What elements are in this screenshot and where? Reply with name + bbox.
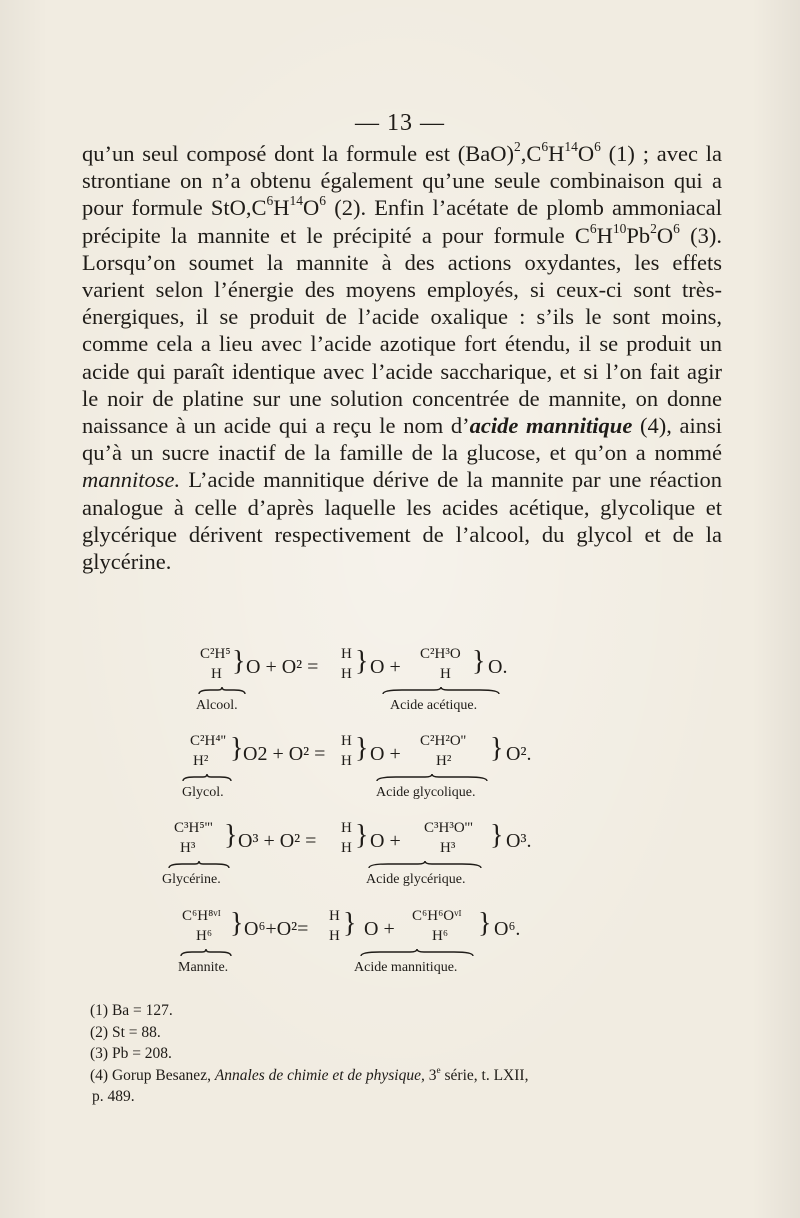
equation-mannite: [0, 902, 800, 982]
formula-top: C²H²O'': [420, 733, 467, 749]
paragraph-text: [82, 140, 722, 575]
superscript: e: [436, 1065, 441, 1076]
compound-label: Glycol.: [182, 785, 224, 800]
formula-bottom: H: [341, 753, 352, 769]
formula-top: H: [329, 908, 340, 924]
underbrace-icon: [368, 860, 482, 870]
compound-label: Acide glycérique.: [366, 872, 466, 887]
formula-top: H: [341, 733, 352, 749]
formula-bottom: H³: [180, 840, 196, 856]
text-run: H: [548, 141, 565, 166]
formula-bottom: H: [341, 840, 352, 856]
formula-top: C²H⁵: [200, 646, 231, 662]
text-run: (4) Gorup Besanez,: [90, 1066, 215, 1084]
formula-top: H: [341, 820, 352, 836]
equation-operator: O + O² =: [246, 656, 319, 678]
footnote-4: [90, 1065, 730, 1087]
equation-operator: O +: [364, 918, 395, 940]
equation-operator: O³.: [506, 830, 532, 852]
superscript: 2: [513, 138, 521, 154]
footnote-1: (1) Ba = 127.: [90, 1002, 173, 1019]
compound-label: Glycérine.: [162, 872, 221, 887]
superscript: 14: [564, 138, 578, 154]
formula-top: C³H³O''': [424, 820, 473, 836]
text-run: (1) ; avec la strontiane on n’a obtenu également qu’une seule combinaison qui a pour formule StO,C: [82, 141, 722, 221]
equation-operator: O⁶.: [494, 918, 521, 940]
equation-operator: O².: [506, 743, 532, 765]
brace-right: }: [478, 908, 492, 939]
compound-label: Alcool.: [196, 698, 238, 713]
formula-bottom: H: [211, 666, 222, 682]
text-run: L’acide mannitique dérive de la mannite par une réaction analogue à celle d’après laquelle les acides acétique, glycolique et glycérique dérivent respectivement de l’alcool, du glycol et de la glycérine.: [82, 467, 722, 575]
equation-glycerine: [0, 814, 800, 894]
page-number: — 13 —: [355, 110, 445, 136]
compound-label: Acide acétique.: [390, 698, 478, 713]
brace-right: }: [230, 908, 244, 939]
main-paragraph: [82, 140, 722, 575]
equation-glycol: [0, 727, 800, 807]
superscript: 6: [541, 138, 549, 154]
compound-label: Acide glycolique.: [376, 785, 476, 800]
superscript: 14: [289, 193, 304, 209]
text-run: ,C: [520, 141, 542, 166]
superscript: 6: [594, 138, 601, 154]
equation-operator: O +: [370, 830, 401, 852]
brace-right: }: [490, 820, 504, 851]
compound-label: Acide mannitique.: [354, 960, 458, 975]
superscript: 6: [589, 220, 597, 236]
text-run: (4), ainsi qu’à un sucre inactif de la famille de la glucose, et qu’on a nommé: [82, 413, 723, 466]
superscript: 6: [266, 193, 274, 209]
equation-operator: O2 + O² =: [243, 743, 326, 765]
formula-bottom: H⁶: [432, 928, 449, 944]
equation-operator: O⁶+O²=: [244, 918, 309, 940]
footnote-3: (3) Pb = 208.: [90, 1045, 172, 1062]
underbrace-icon: [168, 860, 230, 870]
underbrace-icon: [182, 773, 232, 783]
underbrace-icon: [198, 686, 246, 696]
brace-right: }: [355, 820, 369, 851]
equation-operator: O.: [488, 656, 508, 678]
formula-bottom: H⁶: [196, 928, 213, 944]
formula-top: H: [341, 646, 352, 662]
brace-right: }: [472, 646, 486, 677]
formula-bottom: H²: [193, 753, 209, 769]
text-run: O: [656, 222, 674, 248]
text-run: H: [273, 195, 290, 221]
equation-operator: O +: [370, 656, 401, 678]
superscript: 2: [650, 220, 657, 236]
formula-top: C⁶H⁶Oᵛᴵ: [412, 908, 462, 924]
text-run: O: [303, 195, 320, 221]
equation-alcohol: [0, 640, 800, 720]
superscript: 6: [319, 193, 327, 209]
formula-bottom: H: [440, 666, 451, 682]
equation-operator: O³ + O² =: [238, 830, 317, 852]
superscript: 10: [612, 220, 627, 236]
text-run: 3: [424, 1066, 437, 1084]
underbrace-icon: [180, 948, 232, 958]
underbrace-icon: [360, 948, 474, 958]
italic-term: mannitose.: [82, 467, 181, 493]
text-run: H: [596, 222, 613, 248]
italic-term: acide mannitique: [469, 413, 633, 439]
footnotes: [90, 1000, 730, 1108]
formula-top: C³H⁵''': [174, 820, 213, 836]
superscript: 6: [673, 220, 680, 236]
formula-top: C²H³O: [420, 646, 461, 662]
footnote-4-continued: p. 489.: [92, 1088, 135, 1105]
compound-label: Mannite.: [178, 960, 229, 975]
equation-operator: O +: [370, 743, 401, 765]
brace-right: }: [343, 908, 357, 939]
footnote-2: (2) St = 88.: [90, 1023, 161, 1041]
brace-right: }: [232, 646, 246, 677]
brace-right: }: [490, 733, 504, 764]
italic-title: Annales de chimie et de physique,: [214, 1066, 425, 1084]
underbrace-icon: [382, 686, 500, 696]
text-run: série, t. LXII,: [440, 1066, 529, 1084]
formula-top: C⁶H⁸ᵛᴵ: [182, 908, 221, 924]
brace-right: }: [355, 646, 369, 677]
brace-right: }: [224, 820, 238, 851]
text-run: O: [577, 141, 595, 166]
formula-bottom: H: [341, 666, 352, 682]
underbrace-icon: [376, 773, 488, 783]
text-run: qu’un seul composé dont la formule est (BaO): [82, 141, 514, 166]
formula-bottom: H: [329, 928, 340, 944]
formula-bottom: H²: [436, 753, 452, 769]
formula-top: C²H⁴'': [190, 733, 226, 749]
formula-bottom: H³: [440, 840, 456, 856]
text-run: Pb: [626, 222, 651, 248]
text-run: (2). Enfin l’acétate de plomb ammoniacal précipite la mannite et le précipité a pour formule C: [82, 195, 722, 248]
brace-right: }: [355, 733, 369, 764]
text-run: (3). Lorsqu’on soumet la mannite à des actions oxydantes, les effets varient selon l’énergie des moyens employés, si ceux-ci sont très-énergiques, il se produit de l’acide oxalique : s’ils le sont moins, comme cela a lieu avec l’acide azotique fort étendu, il se produit un acide qui paraît identique avec l’acide saccharique, et si l’on fait agir le noir de platine sur une solution concentrée de mannite, on donne naissance à un acide qui a reçu le nom d’: [82, 222, 722, 439]
brace-right: }: [230, 733, 244, 764]
